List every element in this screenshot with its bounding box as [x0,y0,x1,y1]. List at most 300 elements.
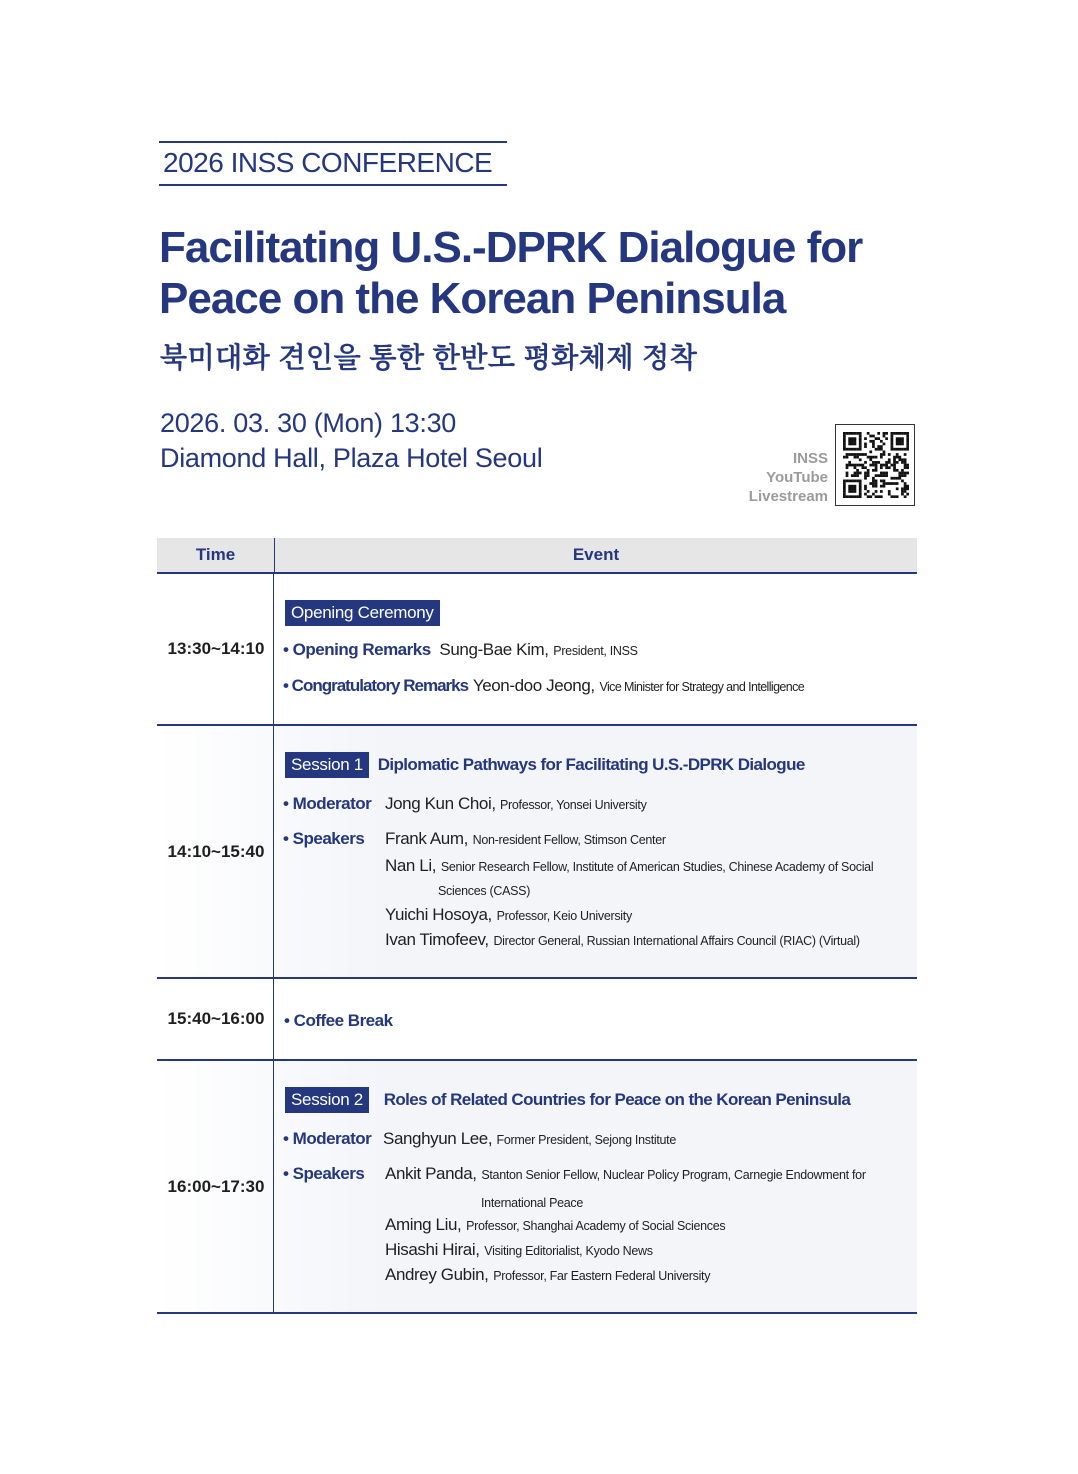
qr-label-line: INSS [792,450,828,467]
qr-module [904,472,907,475]
qr-module [888,490,891,493]
qr-module [904,490,907,493]
qr-module [846,495,849,498]
schedule-header [157,538,917,574]
qr-module [846,453,849,456]
person-affiliation: Professor, Far Eastern Federal University [493,1269,711,1283]
qr-module [898,458,901,461]
qr-module [875,461,878,464]
qr-module [859,490,862,493]
qr-module [883,453,886,456]
qr-module [880,440,883,443]
session-tag: Opening Ceremony [285,600,440,626]
qr-module [859,445,862,448]
qr-module [896,477,899,480]
qr-module [859,458,862,461]
speaker-item [385,1265,710,1285]
qr-module [872,456,875,459]
qr-module [867,432,870,435]
qr-module [901,469,904,472]
qr-module [843,440,846,443]
qr-module [901,480,904,483]
qr-module [877,461,880,464]
qr-module [901,437,904,440]
qr-module [864,477,867,480]
qr-module [856,453,859,456]
table-row [157,979,917,1061]
qr-module [885,466,888,469]
qr-module [896,456,899,459]
qr-module [864,461,867,464]
qr-module [872,480,875,483]
row-time: 16:00~17:30 [157,1061,274,1312]
qr-module [869,458,872,461]
qr-module [875,495,878,498]
qr-module [906,432,909,435]
qr-module [880,448,883,451]
qr-module [864,466,867,469]
person-affiliation: Non-resident Fellow, Stimson Center [472,833,666,847]
qr-module [896,461,899,464]
qr-module [901,432,904,435]
person-name: Yeon-doo Jeong, [472,676,595,695]
qr-module [843,495,846,498]
qr-module [872,477,875,480]
qr-module [904,453,907,456]
qr-module [891,464,894,467]
qr-module [896,487,899,490]
qr-module [875,437,878,440]
qr-module [906,435,909,438]
qr-module [848,432,851,435]
qr-module [880,474,883,477]
qr-module [906,437,909,440]
qr-module [854,485,857,488]
qr-module [851,432,854,435]
qr-module [904,487,907,490]
qr-module [893,482,896,485]
header-time: Time [157,538,275,572]
qr-module [864,487,867,490]
qr-module [883,432,886,435]
qr-module [846,480,849,483]
qr-module [867,469,870,472]
qr-module [867,456,870,459]
session-tag: Session 1 [285,752,369,778]
item-label: • Opening Remarks [283,640,431,659]
tag-line [285,600,440,626]
qr-module [906,445,909,448]
qr-module [896,440,899,443]
session-heading [285,1087,850,1113]
qr-module [896,443,899,446]
qr-module [906,443,909,446]
qr-module [901,493,904,496]
qr-module [859,495,862,498]
qr-module [859,448,862,451]
qr-module [904,495,907,498]
qr-module [846,456,849,459]
qr-module [864,443,867,446]
person-name: Andrey Gubin, [385,1265,489,1284]
qr-module [851,495,854,498]
qr-module [898,448,901,451]
qr-module [901,487,904,490]
qr-module [864,437,867,440]
qr-module [846,448,849,451]
qr-module [893,466,896,469]
qr-module [851,490,854,493]
speakers-label-line [283,1164,364,1184]
qr-module [883,443,886,446]
qr-module [893,469,896,472]
qr-module [854,432,857,435]
qr-module [856,456,859,459]
qr-module [861,464,864,467]
qr-module [880,445,883,448]
qr-module [848,480,851,483]
affiliation-continuation [481,1192,583,1212]
person-name: Frank Aum, [385,829,468,848]
qr-module [859,440,862,443]
qr-module [851,443,854,446]
qr-module [843,456,846,459]
person-name: Sung-Bae Kim, [439,640,549,659]
qr-module [872,461,875,464]
qr-module [872,443,875,446]
qr-module [891,435,894,438]
qr-module [901,490,904,493]
qr-module [854,440,857,443]
qr-module [896,495,899,498]
qr-module [885,437,888,440]
qr-module [888,466,891,469]
qr-module [880,464,883,467]
person-affiliation: Director General, Russian International Affairs Council (RIAC) (Virtual) [493,934,860,948]
qr-module [848,485,851,488]
person-name: Sanghyun Lee, [383,1129,493,1148]
moderator-entry [383,1129,676,1149]
qr-module [893,456,896,459]
qr-module [861,453,864,456]
qr-module [898,437,901,440]
qr-module [851,440,854,443]
qr-module [883,474,886,477]
row-event [274,726,917,977]
qr-module [891,432,894,435]
speaker-item [385,1240,653,1260]
qr-module [898,474,901,477]
qr-module [848,443,851,446]
person-name: Yuichi Hosoya, [385,905,492,924]
session-heading [285,752,805,778]
qr-module [869,450,872,453]
qr-module [848,495,851,498]
qr-module [851,453,854,456]
qr-module [888,458,891,461]
qr-module [846,432,849,435]
qr-label [730,449,828,506]
speaker-item [385,1164,866,1184]
qr-module [904,482,907,485]
speaker-item [385,856,873,876]
qr-module [888,493,891,496]
qr-module [843,485,846,488]
qr-module [867,474,870,477]
qr-module [859,485,862,488]
qr-module [854,437,857,440]
qr-module [854,490,857,493]
qr-module [885,461,888,464]
schedule-table [157,538,917,1314]
speaker-item [385,829,666,849]
qr-module [893,461,896,464]
qr-module [891,482,894,485]
row-event [274,1061,917,1312]
qr-module [904,448,907,451]
qr-module [872,440,875,443]
qr-module [891,477,894,480]
qr-module [898,440,901,443]
qr-module [880,480,883,483]
qr-module [848,453,851,456]
qr-code-graphic [843,432,909,498]
qr-module [901,472,904,475]
qr-module [846,472,849,475]
qr-module [877,445,880,448]
qr-module [843,445,846,448]
person-affiliation: Professor, Shanghai Academy of Social Sciences [466,1219,726,1233]
speakers-label: • Speakers [283,829,365,848]
qr-code-icon[interactable] [835,424,915,506]
qr-module [869,440,872,443]
qr-module [851,474,854,477]
page-title [159,222,959,324]
qr-module [856,472,859,475]
session-title: Diplomatic Pathways for Facilitating U.S.-DPRK Dialogue [377,755,805,774]
table-row [157,1061,917,1314]
qr-module [906,485,909,488]
qr-module [872,435,875,438]
qr-module [883,480,886,483]
qr-module [859,437,862,440]
moderator-label: • Moderator [283,1129,372,1148]
qr-module [904,458,907,461]
header-event: Event [572,545,620,564]
person-affiliation-cont: International Peace [481,1196,584,1210]
qr-module [888,453,891,456]
qr-module [856,474,859,477]
qr-module [875,466,878,469]
speaker-item [385,905,632,925]
qr-module [885,432,888,435]
qr-module [891,445,894,448]
qr-module [896,432,899,435]
table-row [157,726,917,979]
qr-module [906,493,909,496]
qr-module [896,469,899,472]
qr-module [898,477,901,480]
qr-module [856,469,859,472]
qr-module [906,487,909,490]
qr-module [901,461,904,464]
qr-module [875,485,878,488]
qr-module [891,448,894,451]
person-affiliation-cont: Sciences (CASS) [438,884,531,898]
person-affiliation: Senior Research Fellow, Institute of American Studies, Chinese Academy of Social [440,860,874,874]
qr-module [859,480,862,483]
qr-module [891,437,894,440]
qr-module [848,461,851,464]
person-affiliation: Visiting Editorialist, Kyodo News [484,1244,653,1258]
qr-module [875,474,878,477]
qr-module [864,453,867,456]
qr-module [846,466,849,469]
person-name: Hisashi Hirai, [385,1240,480,1259]
qr-module [906,472,909,475]
conference-eyebrow: 2026 INSS CONFERENCE [159,141,507,186]
qr-module [880,490,883,493]
qr-module [864,472,867,475]
qr-module [904,474,907,477]
qr-module [875,480,878,483]
qr-module [880,466,883,469]
qr-module [859,487,862,490]
qr-module [872,445,875,448]
qr-module [843,487,846,490]
moderator-label: • Moderator [283,794,372,813]
qr-module [906,440,909,443]
qr-module [877,495,880,498]
qr-module [896,453,899,456]
qr-module [846,474,849,477]
moderator-entry [385,794,647,814]
person-name: Jong Kun Choi, [385,794,496,813]
qr-module [904,461,907,464]
qr-module [893,458,896,461]
qr-module [898,443,901,446]
list-item [283,676,804,696]
qr-module [883,485,886,488]
qr-label-line: Livestream [748,488,828,505]
title-line-1: Facilitating U.S.-DPRK Dialogue for [159,223,863,272]
qr-module [883,435,886,438]
qr-module [898,456,901,459]
list-item [283,640,638,660]
qr-module [859,472,862,475]
speakers-label: • Speakers [283,1164,365,1183]
qr-module [843,482,846,485]
speakers-label-line [283,829,364,849]
qr-module [856,432,859,435]
qr-module [906,464,909,467]
qr-module [854,480,857,483]
qr-module [843,432,846,435]
qr-module [891,440,894,443]
person-name: Nan Li, [385,856,437,875]
qr-module [851,464,854,467]
qr-module [851,437,854,440]
speaker-item [385,1215,725,1235]
qr-module [893,495,896,498]
qr-module [885,482,888,485]
qr-module [893,477,896,480]
qr-module [888,482,891,485]
qr-module [906,448,909,451]
qr-module [872,464,875,467]
qr-module [854,448,857,451]
row-time: 14:10~15:40 [157,726,274,977]
person-affiliation: Vice Minister for Strategy and Intelligence [599,680,805,694]
qr-module [877,448,880,451]
moderator-line [283,1129,676,1149]
qr-label-line: YouTube [766,469,828,486]
qr-module [875,482,878,485]
qr-module [854,472,857,475]
qr-module [880,453,883,456]
qr-module [864,445,867,448]
qr-module [869,435,872,438]
qr-module [872,485,875,488]
qr-module [885,472,888,475]
person-affiliation: Stanton Senior Fellow, Nuclear Policy Program, Carnegie Endowment for [481,1168,866,1182]
qr-module [854,456,857,459]
affiliation-continuation [438,880,530,900]
qr-module [893,464,896,467]
qr-module [848,464,851,467]
qr-module [856,448,859,451]
qr-module [864,474,867,477]
qr-module [854,474,857,477]
qr-module [880,472,883,475]
person-affiliation: Former President, Sejong Institute [496,1133,676,1147]
qr-module [875,456,878,459]
qr-module [885,474,888,477]
qr-module [859,443,862,446]
qr-module [880,456,883,459]
qr-module [904,466,907,469]
qr-module [854,464,857,467]
session-tag: Session 2 [285,1087,369,1113]
qr-module [851,487,854,490]
qr-module [875,448,878,451]
table-row [157,574,917,726]
row-time: 15:40~16:00 [157,979,274,1059]
qr-module [896,437,899,440]
qr-module [869,495,872,498]
qr-module [867,495,870,498]
qr-module [854,487,857,490]
qr-module [856,480,859,483]
session-title: Roles of Related Countries for Peace on the Korean Peninsula [383,1090,851,1109]
qr-module [848,448,851,451]
row-event [274,979,917,1059]
qr-module [883,450,886,453]
qr-module [843,443,846,446]
qr-module [893,448,896,451]
qr-module [856,495,859,498]
qr-module [904,464,907,467]
qr-module [851,448,854,451]
person-affiliation: President, INSS [553,644,638,658]
qr-module [875,490,878,493]
qr-module [859,464,862,467]
qr-module [859,482,862,485]
qr-module [875,469,878,472]
qr-module [880,485,883,488]
qr-module [867,490,870,493]
qr-module [898,432,901,435]
